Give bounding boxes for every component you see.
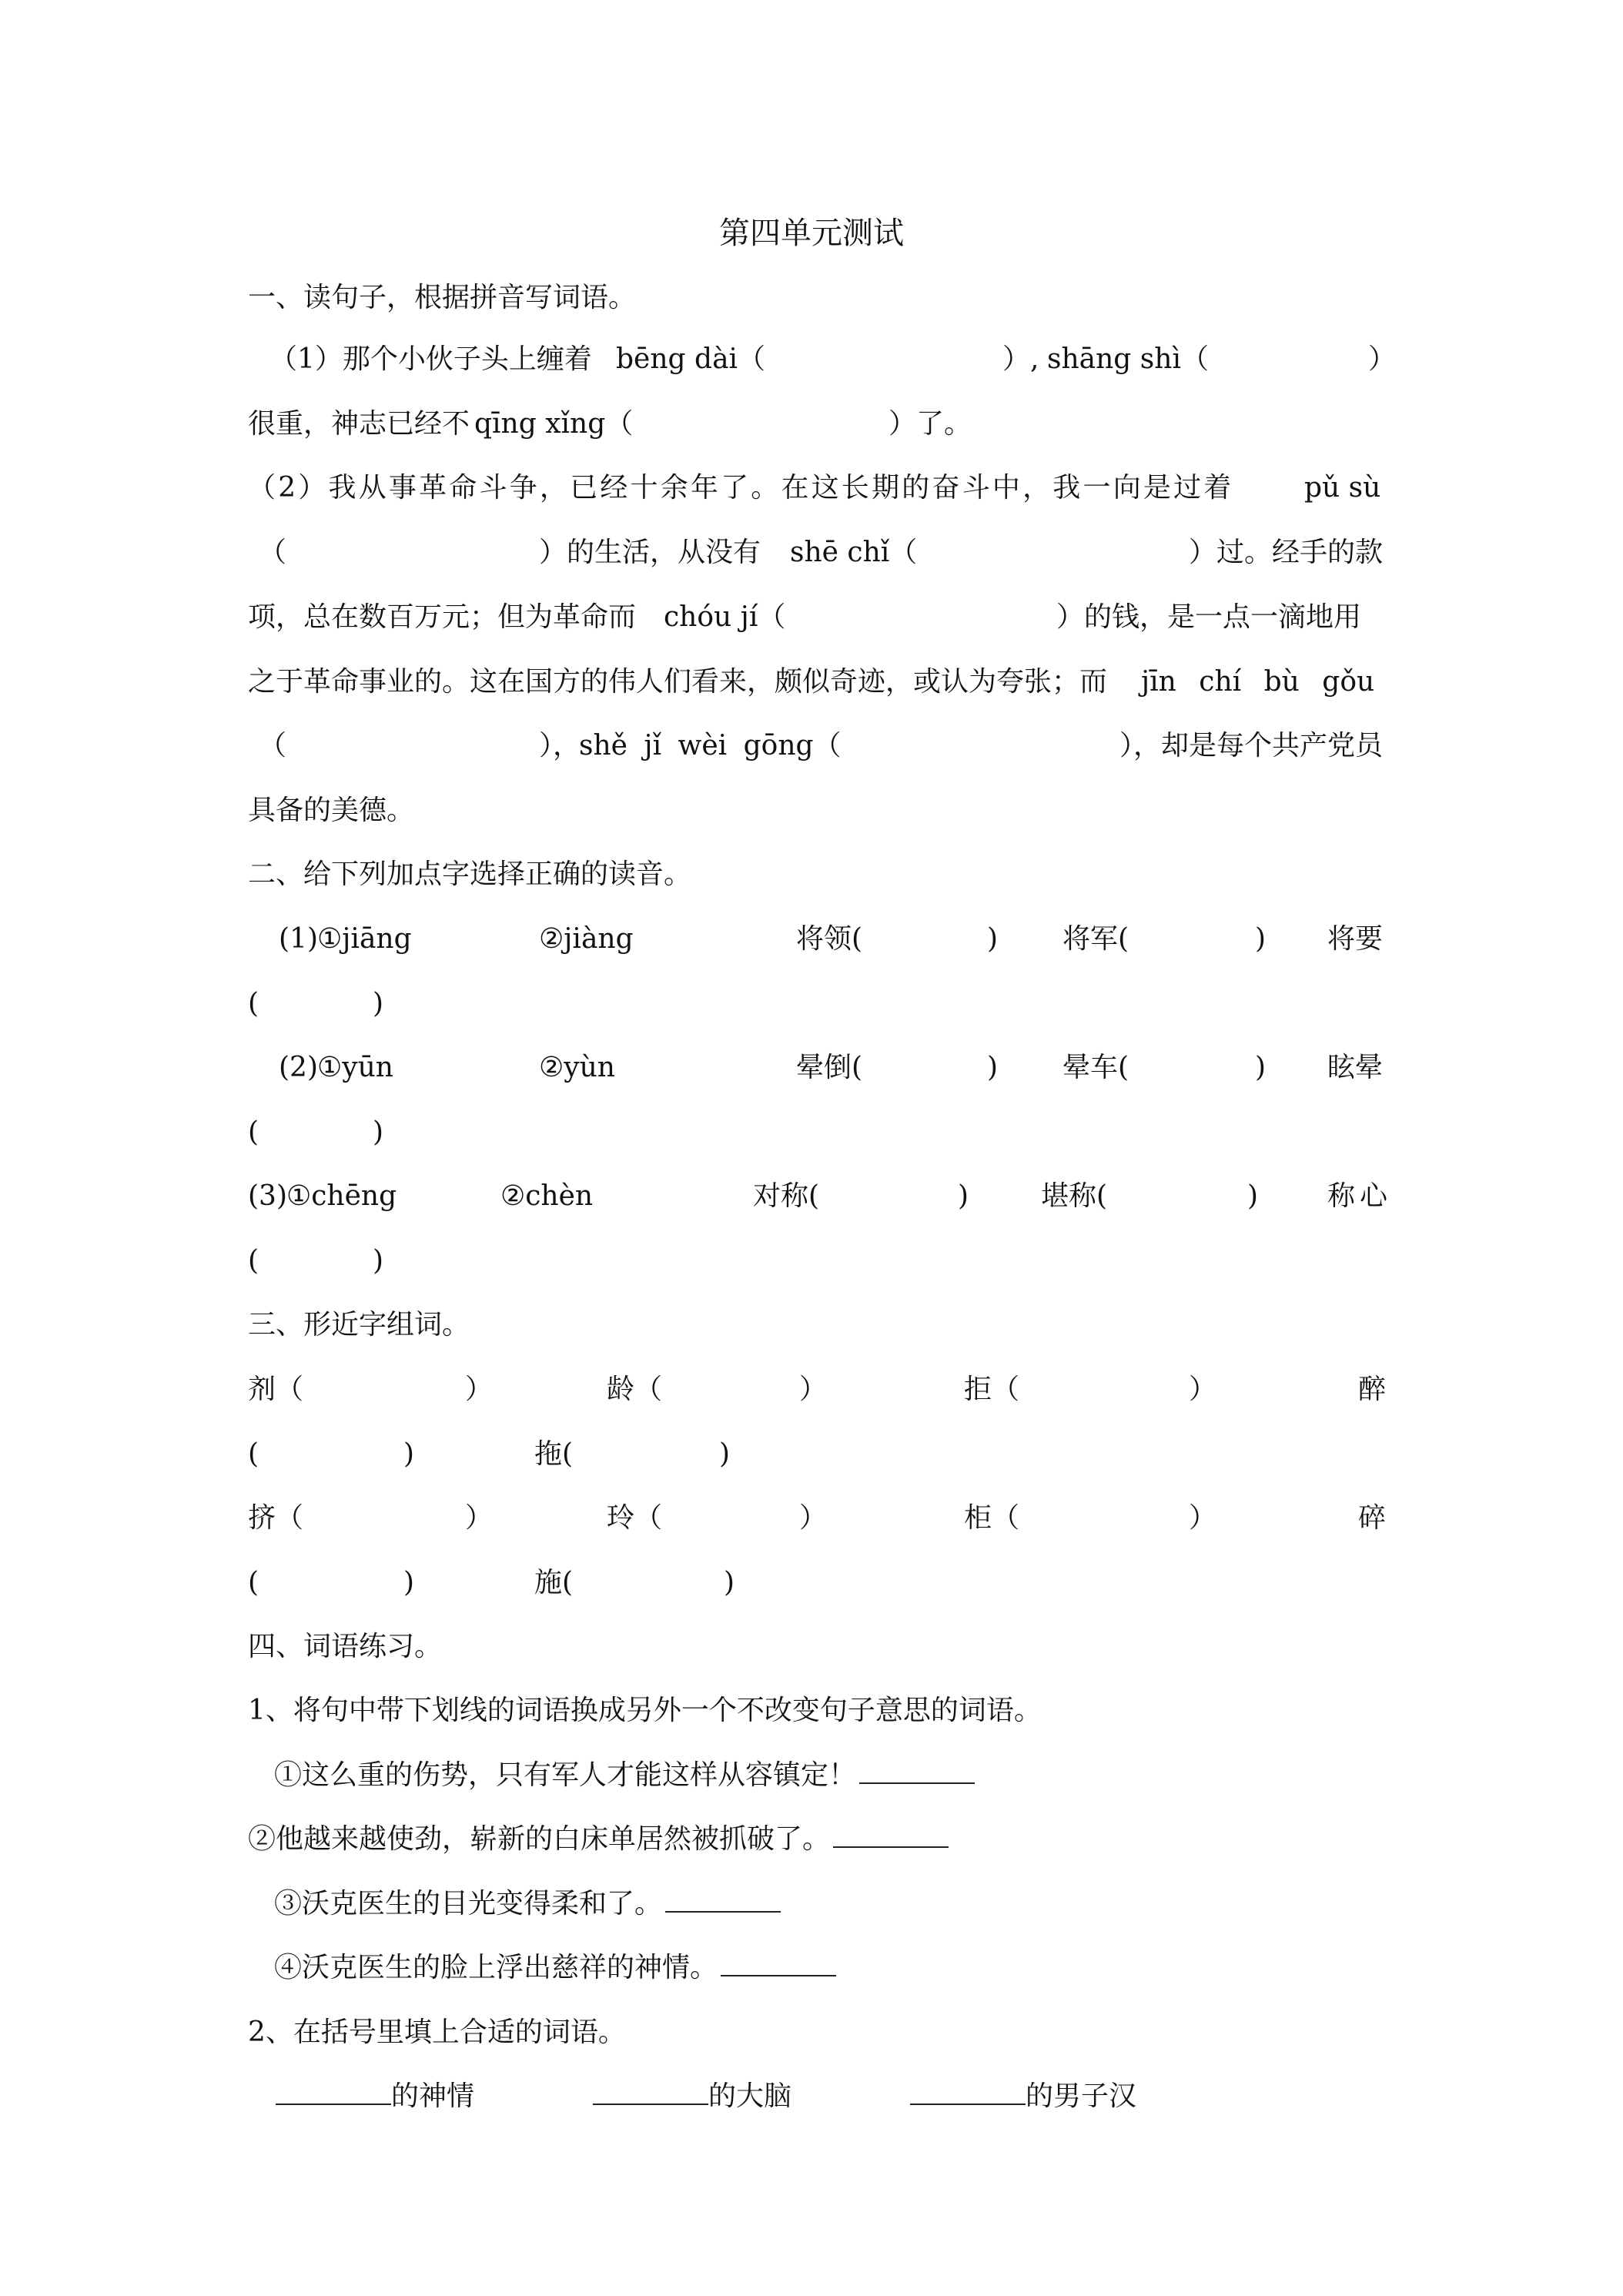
s1-q2-pinyin-4: jīn chí bù gǒu <box>1141 666 1375 698</box>
s3-item-sui: 碎 <box>1358 1502 1387 1534</box>
s4-q1-item-4 <box>274 1950 1352 1986</box>
s1-q2-text-1: （2）我从事革命斗争，已经十余年了。在这长期的奋斗中，我一向是过着 <box>248 472 1234 504</box>
s3-item-shi: 施( <box>534 1567 574 1598</box>
section-4-heading: 四、词语练习。 <box>248 1631 443 1662</box>
s1-q2-text-3: ）过。经手的款 <box>1189 537 1384 568</box>
s3-item-zui: 醉 <box>1358 1374 1387 1405</box>
s1-q2-text-2: ）的生活，从没有 <box>539 537 761 568</box>
s4-q2-item-text: 的大脑 <box>708 2080 792 2112</box>
s1-q1-text-2: 很重，神志已经不 <box>248 408 470 440</box>
s2-q1-num: (1) <box>279 923 318 955</box>
s2-q2-num: (2) <box>279 1052 318 1083</box>
s2-q2-close-1: ) <box>987 1052 999 1083</box>
s2-q3-option-1: ①chēng <box>286 1180 397 1212</box>
answer-blank[interactable] <box>276 2080 391 2105</box>
answer-blank[interactable] <box>721 1952 836 1976</box>
s2-q1-option-1: ①jiāng <box>317 923 412 955</box>
s3-item-ling: 龄（ <box>607 1374 663 1405</box>
s2-q3-num: (3) <box>248 1180 287 1212</box>
answer-blank[interactable] <box>593 2080 708 2105</box>
s4-q1-item-3 <box>274 1886 1352 1923</box>
s4-q1-item-text: ①这么重的伤势，只有军人才能这样从容镇定！ <box>274 1759 857 1791</box>
s2-q2-word-3: 眩晕 <box>1327 1052 1384 1083</box>
s1-q2-pinyin-3: chóu jí（ <box>664 601 786 633</box>
s4-q1-label: 1、将句中带下划线的词语换成另外一个不改变句子意思的词语。 <box>248 1695 1042 1726</box>
s4-q2-blank-3 <box>910 2078 1136 2115</box>
s3-close-5: ) <box>719 1438 731 1470</box>
s2-q2-option-2: ②yùn <box>539 1052 615 1083</box>
s2-q1-open-3: ( <box>248 988 259 1019</box>
s2-q3-option-2: ②chèn <box>500 1180 594 1212</box>
s2-q1-option-2: ②jiàng <box>539 923 634 955</box>
s4-q1-item-text: ②他越来越使劲，崭新的白床单居然被抓破了。 <box>248 1823 831 1855</box>
s2-q3-open-3: ( <box>248 1245 259 1277</box>
s3-item-ji2: 挤（ <box>248 1502 304 1534</box>
s1-q2-close-2: ）， <box>539 730 581 761</box>
s2-q3-word-2: 堪称( <box>1041 1180 1108 1212</box>
s1-q2-open-1: （ <box>259 537 287 568</box>
s4-q1-item-text: ④沃克医生的脸上浮出慈祥的神情。 <box>274 1952 718 1983</box>
s3-close-2: ） <box>799 1374 828 1405</box>
s4-q1-item-2 <box>248 1821 1386 1858</box>
s2-q2-word-1: 晕倒( <box>796 1052 863 1083</box>
s1-q1-pinyin-3: qīng xǐng（ <box>474 408 634 440</box>
s2-q3-close-1: ) <box>958 1180 969 1212</box>
s1-q1-pinyin-1: bēng dài（ <box>616 343 766 375</box>
s2-q3-word-3: 称心 <box>1327 1180 1393 1212</box>
s2-q1-word-1: 将领( <box>796 923 863 955</box>
answer-blank[interactable] <box>859 1759 975 1784</box>
s2-q3-word-1: 对称( <box>753 1180 820 1212</box>
s1-q1-close-2: ） <box>1368 343 1397 375</box>
s2-q1-word-3: 将要 <box>1327 923 1384 955</box>
s1-q2-pinyin-1: pǔ sù <box>1304 472 1381 504</box>
s3-close-7: ） <box>799 1502 828 1534</box>
s4-q2-label: 2、在括号里填上合适的词语。 <box>248 2017 626 2048</box>
s1-q2-line6: 具备的美德。 <box>248 795 415 826</box>
s2-q2-close-2: ) <box>1255 1052 1267 1083</box>
s1-q2-text-6: 之于革命事业的。这在国方的伟人们看来，颇似奇迹，或认为夸张；而 <box>248 666 1108 698</box>
s2-q3-close-3: ) <box>373 1245 384 1277</box>
s4-q2-item-text: 的男子汉 <box>1026 2080 1137 2112</box>
s4-q1-item-text: ③沃克医生的目光变得柔和了。 <box>274 1888 663 1919</box>
s4-q2-blank-1 <box>276 2078 474 2115</box>
s3-close-1: ） <box>465 1374 494 1405</box>
s3-item-ling2: 玲（ <box>607 1502 663 1534</box>
s3-item-ju: 拒（ <box>964 1374 1020 1405</box>
s4-q2-item-text: 的神情 <box>391 2080 475 2112</box>
s2-q1-word-2: 将军( <box>1062 923 1129 955</box>
section-1-heading: 一、读句子，根据拼音写词语。 <box>248 282 637 313</box>
s2-q2-word-2: 晕车( <box>1062 1052 1129 1083</box>
s1-q2-text-4: 项，总在数百万元；但为革命而 <box>248 601 637 633</box>
s1-q2-open-2: （ <box>259 730 287 761</box>
s2-q1-close-2: ) <box>1255 923 1267 955</box>
s3-close-9: ) <box>403 1567 415 1598</box>
s1-q2-text-5: ）的钱，是一点一滴地用 <box>1056 601 1362 633</box>
s3-close-4: ) <box>403 1438 415 1470</box>
s3-item-gui: 柜（ <box>964 1502 1020 1534</box>
s2-q2-close-3: ) <box>373 1116 384 1148</box>
s1-q1-close-3: ）了。 <box>888 408 972 440</box>
answer-blank[interactable] <box>910 2080 1026 2105</box>
answer-blank[interactable] <box>665 1888 781 1913</box>
s3-item-tuo: 拖( <box>534 1438 574 1470</box>
s1-q2-pinyin-5: shě jǐ wèi gōng（ <box>579 730 842 761</box>
s3-close-6: ） <box>465 1502 494 1534</box>
answer-blank[interactable] <box>833 1823 949 1848</box>
s1-q2-text-7: ），却是每个共产党员 <box>1119 730 1384 761</box>
s2-q3-close-2: ) <box>1247 1180 1259 1212</box>
s3-close-10: ) <box>724 1567 735 1598</box>
s1-q1-close-1: ）, <box>1002 343 1039 375</box>
s3-open-4: ( <box>248 1438 259 1470</box>
s1-q1-text: （1）那个小伙子头上缠着 <box>269 343 592 375</box>
page-title: 第四单元测试 <box>719 216 904 251</box>
s2-q2-open-3: ( <box>248 1116 259 1148</box>
s3-open-9: ( <box>248 1567 259 1598</box>
s1-q2-pinyin-2: shē chǐ（ <box>790 537 918 568</box>
s2-q1-close-3: ) <box>373 988 384 1019</box>
s4-q1-item-1 <box>274 1757 1352 1794</box>
s3-close-3: ） <box>1189 1374 1217 1405</box>
s3-item-ji: 剂（ <box>248 1374 304 1405</box>
section-3-heading: 三、形近字组词。 <box>248 1309 470 1340</box>
s2-q2-option-1: ①yūn <box>317 1052 393 1083</box>
s3-close-8: ） <box>1189 1502 1217 1534</box>
s4-q2-blank-2 <box>593 2078 791 2115</box>
s2-q1-close-1: ) <box>987 923 999 955</box>
s1-q1-pinyin-2: shāng shì（ <box>1047 343 1209 375</box>
section-2-heading: 二、给下列加点字选择正确的读音。 <box>248 858 692 890</box>
